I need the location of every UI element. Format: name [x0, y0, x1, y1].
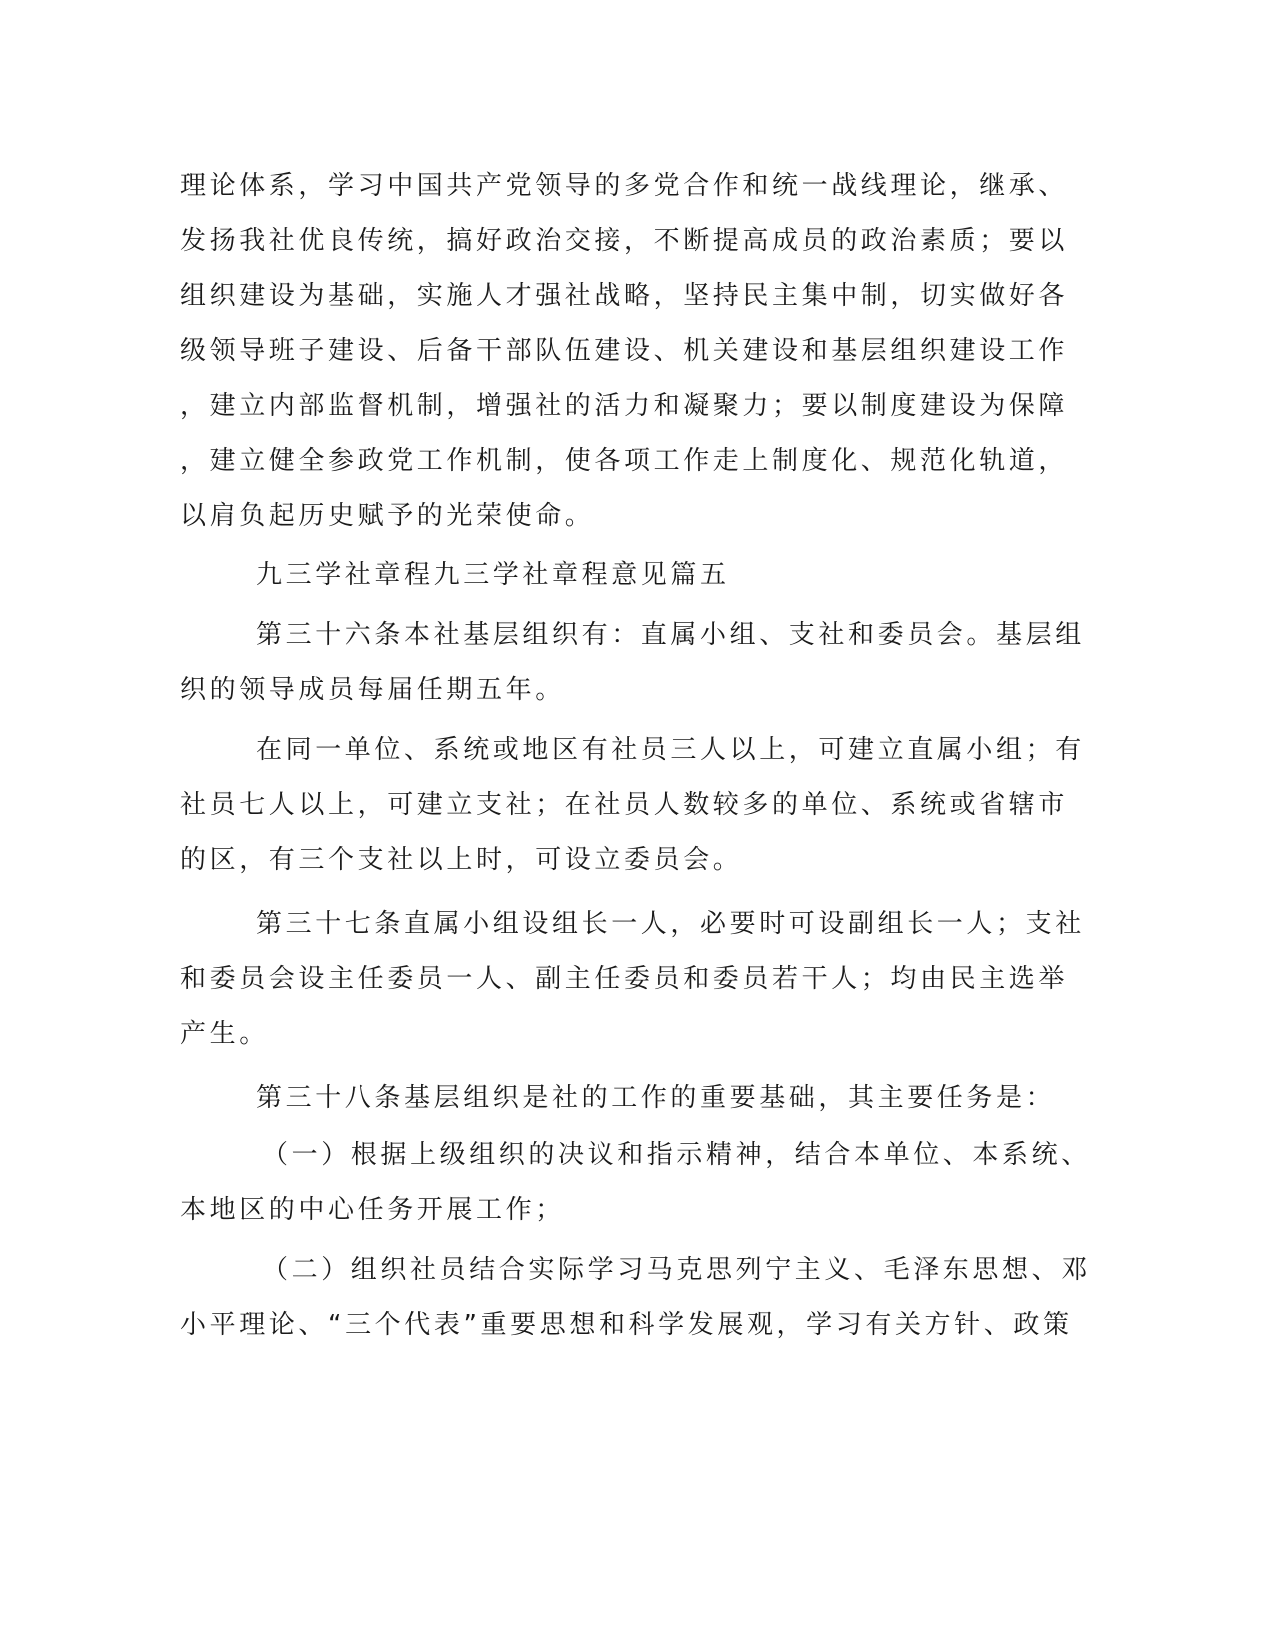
article-36-line: 织的领导成员每届任期五年。: [180, 675, 565, 705]
list-item-line: 小平理论、“三个代表”重要思想和科学发展观，学习有关方针、政策: [180, 1310, 1073, 1340]
article-38-line: 第三十八条基层组织是社的工作的重要基础，其主要任务是：: [256, 1083, 1056, 1113]
paragraph-line: 社员七人以上，可建立支社；在社员人数较多的单位、系统或省辖市: [180, 790, 1069, 820]
body-text-line: ，建立健全参政党工作机制，使各项工作走上制度化、规范化轨道，: [180, 446, 1069, 476]
article-37-line: 产生。: [180, 1019, 269, 1049]
section-heading: 九三学社章程九三学社章程意见篇五: [256, 560, 730, 590]
body-text-line: 级领导班子建设、后备干部队伍建设、机关建设和基层组织建设工作: [180, 336, 1069, 366]
list-item-line: 本地区的中心任务开展工作；: [180, 1195, 565, 1225]
body-text-line: ，建立内部监督机制，增强社的活力和凝聚力；要以制度建设为保障: [180, 391, 1069, 421]
body-text-line: 发扬我社优良传统，搞好政治交接，不断提高成员的政治素质；要以: [180, 226, 1069, 256]
paragraph-line: 的区，有三个支社以上时，可设立委员会。: [180, 845, 743, 875]
list-item-line: （二）组织社员结合实际学习马克思列宁主义、毛泽东思想、邓: [262, 1255, 1091, 1285]
list-item-line: （一）根据上级组织的决议和指示精神，结合本单位、本系统、: [262, 1140, 1091, 1170]
body-text-line: 理论体系，学习中国共产党领导的多党合作和统一战线理论，继承、: [180, 171, 1069, 201]
article-37-line: 和委员会设主任委员一人、副主任委员和委员若干人；均由民主选举: [180, 964, 1069, 994]
article-36-line: 第三十六条本社基层组织有：直属小组、支社和委员会。基层组: [256, 620, 1085, 650]
body-text-line: 以肩负起历史赋予的光荣使命。: [180, 501, 595, 531]
body-text-line: 组织建设为基础，实施人才强社战略，坚持民主集中制，切实做好各: [180, 281, 1069, 311]
paragraph-line: 在同一单位、系统或地区有社员三人以上，可建立直属小组；有: [256, 735, 1085, 765]
article-37-line: 第三十七条直属小组设组长一人，必要时可设副组长一人；支社: [256, 909, 1085, 939]
